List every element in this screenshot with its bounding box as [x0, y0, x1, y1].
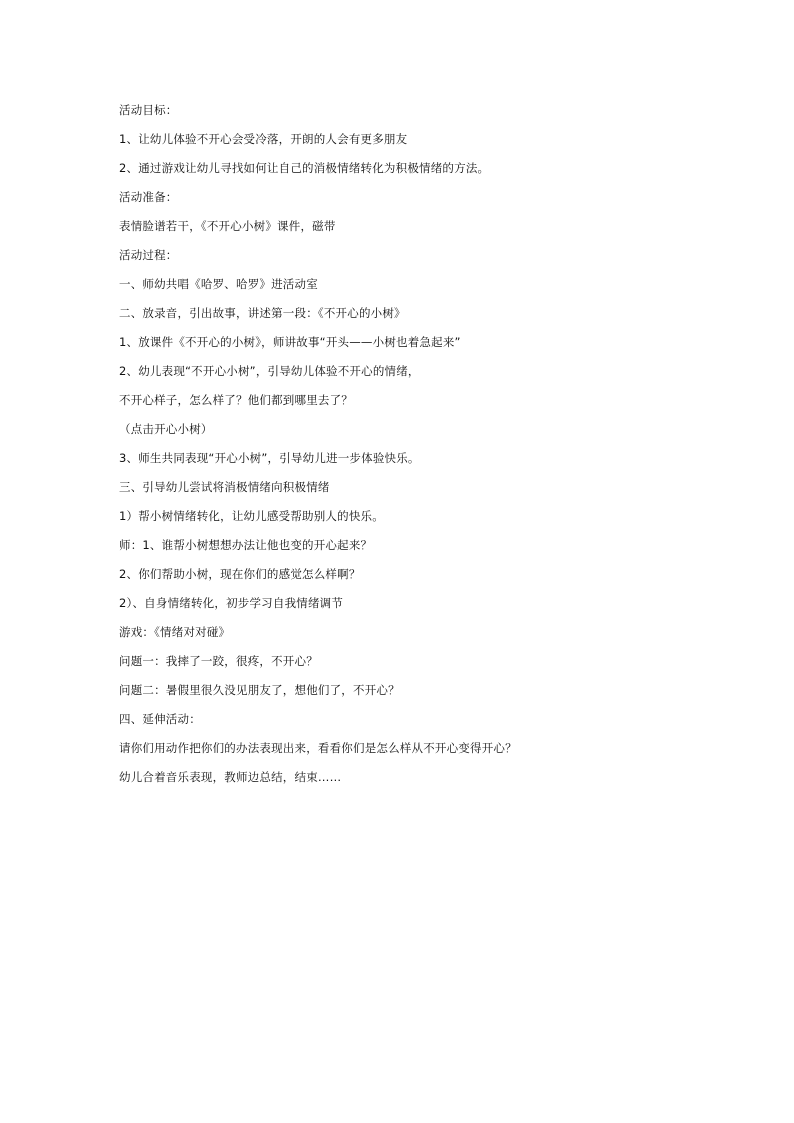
process-step-2-sub-2: 2、幼儿表现“不开心小树”，引导幼儿体验不开心的情绪，	[119, 364, 420, 378]
process-step-2-question: 不开心样子，怎么样了？他们都到哪里去了？	[119, 393, 353, 407]
extension-ending: 幼儿合着音乐表现，教师边总结，结束……	[119, 770, 342, 784]
process-step-3: 三、引导幼儿尝试将消极情绪向积极情绪	[119, 480, 330, 494]
preparation-materials: 表情脸谱若干，《不开心小树》课件，磁带	[119, 219, 336, 233]
game-question-2: 问题二：暑假里很久没见朋友了，想他们了，不开心？	[119, 683, 400, 697]
goal-item-1: 1、让幼儿体验不开心会受冷落，开朗的人会有更多朋友	[119, 132, 408, 146]
process-step-1: 一、师幼共唱《哈罗、哈罗》进活动室	[119, 277, 318, 291]
game-question-1: 问题一：我摔了一跤，很疼，不开心？	[119, 654, 318, 668]
heading-activity-preparation: 活动准备：	[119, 190, 178, 204]
document-body	[119, 102, 759, 798]
teacher-question-1: 师：1、谁帮小树想想办法让他也变的开心起来？	[119, 538, 373, 552]
process-step-2: 二、放录音，引出故事，讲述第一段：《不开心的小树》	[119, 306, 406, 320]
goal-item-2: 2、通过游戏让幼儿寻找如何让自己的消极情绪转化为积极情绪的方法。	[119, 161, 490, 175]
process-step-3-sub-2: 2）、自身情绪转化，初步学习自我情绪调节	[119, 596, 344, 610]
process-step-2-note: （点击开心小树）	[119, 422, 213, 436]
process-step-3-sub-1: 1）帮小树情绪转化，让幼儿感受帮助别人的快乐。	[119, 509, 384, 523]
heading-activity-goals: 活动目标：	[119, 103, 178, 117]
teacher-question-2: 2、你们帮助小树，现在你们的感觉怎么样啊？	[119, 567, 361, 581]
process-step-2-sub-1: 1、放课件《不开心的小树》，师讲故事“开头——小树也着急起来”	[119, 335, 461, 349]
heading-extension-activity: 四、延伸活动：	[119, 712, 201, 726]
game-title: 游戏：《情绪对对碰》	[119, 625, 231, 639]
extension-instruction: 请你们用动作把你们的办法表现出来，看看你们是怎么样从不开心变得开心？	[119, 741, 517, 755]
process-step-2-sub-3: 3、师生共同表现“开心小树”，引导幼儿进一步体验快乐。	[119, 451, 420, 465]
heading-activity-process: 活动过程：	[119, 248, 178, 262]
